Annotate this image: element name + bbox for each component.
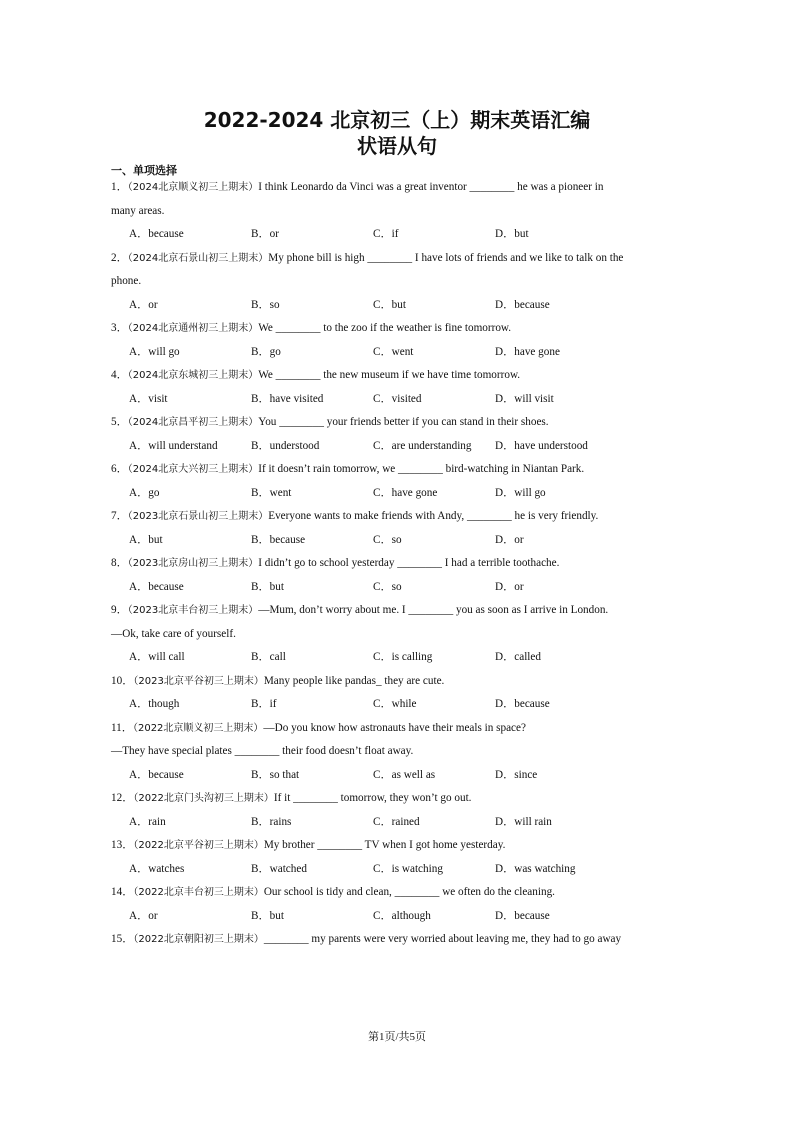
question-text: You ________ your friends better if you can stand in their shoes.: [258, 416, 549, 428]
question-source-tag: （2024北京东城初三上期末）: [127, 370, 259, 381]
answer-option[interactable]: B．watched: [251, 862, 307, 875]
answer-options: [111, 388, 691, 412]
answer-options: [111, 223, 691, 247]
question-item: [111, 717, 691, 788]
question-text: —Do you know how astronauts have their meals in space?: [263, 721, 526, 734]
question-number: 4．: [111, 369, 128, 381]
question-line: [111, 317, 691, 341]
answer-option[interactable]: C．is watching: [373, 862, 443, 875]
question-item: [111, 364, 691, 411]
answer-option[interactable]: D．have understood: [495, 439, 588, 452]
question-source-tag: （2022北京丰台初三上期末）: [133, 887, 264, 898]
answer-option[interactable]: A．because: [129, 228, 184, 240]
question-source-tag: （2024北京顺义初三上期末）: [127, 182, 259, 193]
answer-option[interactable]: B．so that: [251, 768, 300, 781]
question-item: [111, 458, 691, 505]
question-text: —Ok, take care of yourself.: [111, 627, 236, 640]
page-footer: 第1页/共5页: [367, 1031, 427, 1043]
answer-option[interactable]: C．as well as: [373, 768, 436, 781]
answer-options: [111, 576, 691, 600]
answer-option[interactable]: D．or: [495, 533, 524, 546]
question-line: [111, 270, 691, 294]
answer-option[interactable]: B．or: [251, 228, 279, 240]
question-source-tag: （2022北京顺义初三上期末）: [132, 722, 264, 734]
answer-option[interactable]: A．or: [129, 909, 158, 922]
answer-option[interactable]: B．have visited: [251, 392, 324, 405]
answer-option[interactable]: A．go: [129, 486, 160, 499]
question-item: [111, 411, 691, 458]
question-item: [111, 176, 691, 247]
question-item: [111, 787, 691, 834]
answer-option[interactable]: A．watches: [129, 862, 185, 875]
answer-option[interactable]: C．have gone: [373, 486, 438, 499]
question-line: [111, 670, 691, 694]
answer-option[interactable]: C．is calling: [373, 651, 433, 663]
answer-option[interactable]: A．visit: [129, 392, 168, 405]
answer-option[interactable]: C．went: [373, 345, 414, 358]
document-subtitle: 状语从句: [357, 134, 437, 158]
question-text: I didn’t go to school yesterday ________ I had a terrible toothache.: [258, 557, 560, 569]
answer-option[interactable]: D．because: [495, 698, 550, 710]
question-text: We ________ to the zoo if the weather is fine tomorrow.: [258, 322, 512, 334]
answer-option[interactable]: B．but: [251, 909, 284, 922]
answer-option[interactable]: A．because: [129, 768, 184, 781]
answer-option[interactable]: A．will go: [129, 345, 180, 358]
question-item: [111, 552, 691, 599]
question-item: [111, 670, 691, 717]
answer-option[interactable]: D．called: [495, 651, 541, 663]
answer-options: [111, 764, 691, 788]
answer-option[interactable]: C．visited: [373, 392, 422, 405]
answer-options: [111, 905, 691, 929]
question-number: 12．: [111, 792, 134, 804]
question-source-tag: （2022北京平谷初三上期末）: [133, 840, 264, 851]
answer-option[interactable]: C．rained: [373, 815, 420, 828]
answer-option[interactable]: C．but: [373, 298, 406, 311]
question-line: [111, 599, 691, 623]
question-line: [111, 787, 691, 811]
question-source-tag: （2022北京门头沟初三上期末）: [133, 793, 274, 804]
question-text: We ________ the new museum if we have time tomorrow.: [258, 369, 521, 381]
question-line: [111, 247, 691, 271]
question-text: phone.: [111, 275, 142, 287]
answer-option[interactable]: D．will go: [495, 486, 546, 499]
question-source-tag: （2024北京通州初三上期末）: [127, 323, 259, 334]
answer-option[interactable]: C．so: [373, 580, 402, 593]
answer-option[interactable]: A．will understand: [129, 439, 218, 452]
answer-option[interactable]: B．if: [251, 698, 277, 710]
question-text: If it ________ tomorrow, they won’t go out.: [273, 792, 472, 804]
question-source-tag: （2023北京丰台初三上期末）: [127, 605, 259, 616]
answer-options: [111, 693, 691, 717]
question-text: Many people like pandas_ they are cute.: [263, 674, 445, 687]
question-number: 8．: [111, 557, 128, 569]
question-number: 5．: [111, 416, 128, 428]
question-line: [111, 740, 691, 764]
answer-option[interactable]: A．will call: [129, 651, 185, 663]
question-text: —Mum, don’t worry about me. I ________ you as soon as I arrive in London.: [258, 604, 609, 616]
answer-option[interactable]: B．go: [251, 345, 281, 358]
question-source-tag: （2023北京平谷初三上期末）: [133, 675, 264, 687]
answer-option[interactable]: B．understood: [251, 439, 320, 452]
question-text: If it doesn’t rain tomorrow, we ________ bird-watching in Niantan Park.: [258, 463, 585, 475]
question-text: many areas.: [111, 204, 165, 217]
question-line: [111, 411, 691, 435]
answer-option[interactable]: B．so: [251, 298, 280, 311]
answer-option[interactable]: A．because: [129, 580, 184, 593]
answer-option[interactable]: D．will visit: [495, 392, 554, 405]
question-number: 1．: [111, 181, 128, 193]
question-text: Our school is tidy and clean, ________ we often do the cleaning.: [263, 886, 555, 898]
answer-options: [111, 294, 691, 318]
answer-option[interactable]: D．or: [495, 580, 524, 593]
question-item: [111, 834, 691, 881]
question-text: ________ my parents were very worried about leaving me, they had to go away: [263, 933, 622, 945]
question-text: My phone bill is high ________ I have lots of friends and we like to talk on the: [268, 251, 624, 264]
answer-option[interactable]: D．but: [495, 228, 529, 240]
question-line: [111, 623, 691, 647]
question-line: [111, 505, 691, 529]
answer-option[interactable]: D．since: [495, 768, 538, 781]
answer-option[interactable]: D．will rain: [495, 815, 552, 828]
answer-options: [111, 529, 691, 553]
section-heading: 一、单项选择: [111, 164, 177, 177]
answer-options: [111, 858, 691, 882]
question-number: 2．: [111, 251, 128, 264]
question-number: 10．: [111, 674, 134, 687]
answer-option[interactable]: B．because: [251, 533, 306, 546]
question-number: 13．: [111, 839, 134, 851]
question-text: My brother ________ TV when I got home yesterday.: [263, 839, 506, 851]
question-item: [111, 599, 691, 670]
question-item: [111, 317, 691, 364]
answer-options: [111, 341, 691, 365]
question-text: I think Leonardo da Vinci was a great inventor ________ he was a pioneer in: [258, 181, 604, 193]
question-line: [111, 458, 691, 482]
answer-option[interactable]: D．because: [495, 909, 550, 922]
answer-options: [111, 646, 691, 670]
question-line: [111, 928, 691, 952]
answer-option[interactable]: A．though: [129, 698, 180, 710]
question-number: 6．: [111, 463, 128, 475]
answer-option[interactable]: C．if: [373, 228, 399, 240]
question-line: [111, 176, 691, 200]
question-number: 11．: [111, 721, 133, 734]
answer-options: [111, 435, 691, 459]
document-title: 2022-2024 北京初三（上）期末英语汇编: [203, 108, 591, 132]
question-text: —They have special plates ________ their food doesn’t float away.: [111, 745, 414, 757]
question-item: [111, 247, 691, 318]
answer-option[interactable]: A．or: [129, 298, 158, 311]
question-source-tag: （2023北京石景山初三上期末）: [127, 511, 269, 522]
question-number: 7．: [111, 510, 128, 522]
question-line: [111, 834, 691, 858]
question-line: [111, 552, 691, 576]
answer-option[interactable]: A．rain: [129, 815, 166, 828]
question-line: [111, 200, 691, 224]
question-text: Everyone wants to make friends with Andy, ________ he is very friendly.: [268, 510, 599, 522]
answer-options: [111, 811, 691, 835]
question-number: 14．: [111, 886, 134, 898]
question-line: [111, 717, 691, 741]
answer-option[interactable]: B．rains: [251, 815, 292, 828]
answer-option[interactable]: C．although: [373, 909, 431, 922]
question-number: 9．: [111, 604, 128, 616]
answer-option[interactable]: C．while: [373, 698, 417, 710]
answer-option[interactable]: A．but: [129, 533, 163, 546]
answer-options: [111, 482, 691, 506]
question-item: [111, 928, 691, 952]
question-source-tag: （2024北京石景山初三上期末）: [127, 252, 269, 264]
question-item: [111, 881, 691, 928]
answer-option[interactable]: D．was watching: [495, 862, 576, 875]
answer-option[interactable]: D．because: [495, 298, 550, 311]
answer-option[interactable]: B．went: [251, 486, 292, 499]
answer-option[interactable]: B．but: [251, 580, 284, 593]
question-source-tag: （2024北京大兴初三上期末）: [127, 464, 259, 475]
answer-option[interactable]: C．are understanding: [373, 439, 472, 452]
question-source-tag: （2023北京房山初三上期末）: [127, 558, 259, 569]
answer-option[interactable]: B．call: [251, 651, 286, 663]
question-line: [111, 364, 691, 388]
question-line: [111, 881, 691, 905]
question-list: [111, 176, 691, 952]
question-source-tag: （2024北京昌平初三上期末）: [127, 417, 259, 428]
question-number: 3．: [111, 322, 128, 334]
question-number: 15．: [111, 933, 134, 945]
answer-option[interactable]: C．so: [373, 533, 402, 546]
question-source-tag: （2022北京朝阳初三上期末）: [133, 934, 264, 945]
answer-option[interactable]: D．have gone: [495, 345, 560, 358]
question-item: [111, 505, 691, 552]
